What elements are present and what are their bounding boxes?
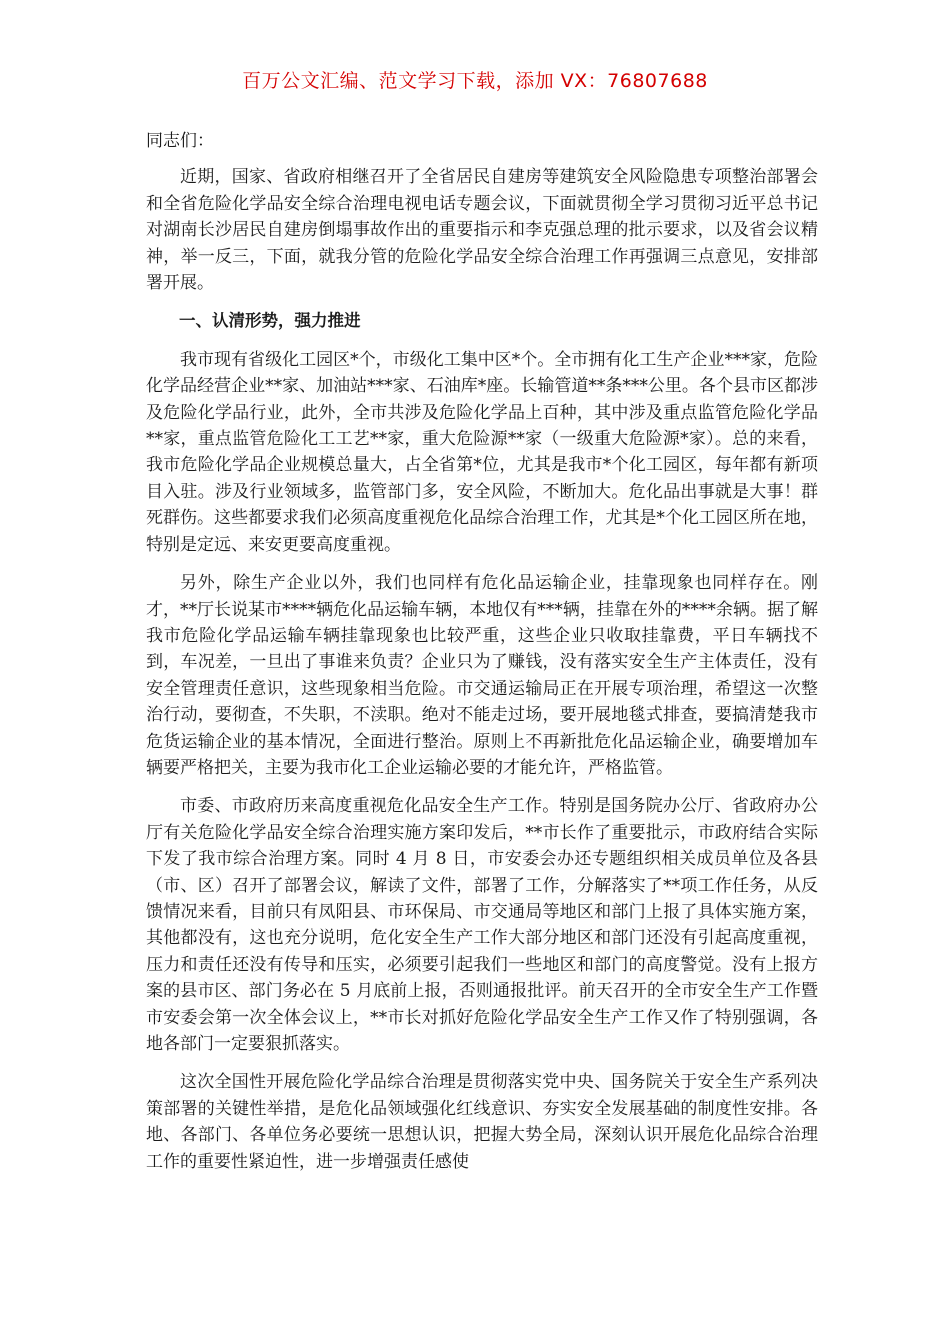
header-banner: 百万公文汇编、范文学习下载，添加 VX：76807688	[242, 70, 708, 92]
paragraph-intro: 近期，国家、省政府相继召开了全省居民自建房等建筑安全风险隐患专项整治部署会和全省危险化学品安全综合治理电视电话专题会议，下面就贯彻全学习贯彻习近平总书记对湖南长沙居民自建房倒塌事故作出的重要指示和李克强总理的批示要求，以及省会议精神，举一反三，下面，就我分管的危险化学品安全综合治理工作再强调三点意见，安排部署开展。	[146, 167, 818, 294]
salutation: 同志们：	[146, 131, 214, 151]
paragraph-transport: 另外，除生产企业以外，我们也同样有危化品运输企业，挂靠现象也同样存在。刚才，**厅长说某市****辆危化品运输车辆，本地仅有***辆，挂靠在外的****余辆。据了解我市危险化学品运输车辆挂靠现象也比较严重，这些企业只收取挂靠费，平日车辆找不到，车况差，一旦出了事谁来负责？企业只为了赚钱，没有落实安全生产主体责任，没有安全管理责任意识，这些现象相当危险。市交通运输局正在开展专项治理，希望这一次整治行动，要彻查，不失职，不渎职。绝对不能走过场，要开展地毯式排查，要搞清楚我市危货运输企业的基本情况，全面进行整治。原则上不再新批危化品运输企业，确要增加车辆要严格把关，主要为我市化工企业运输必要的才能允许，严格监管。	[146, 573, 818, 778]
paragraph-government: 市委、市政府历来高度重视危化品安全生产工作。特别是国务院办公厅、省政府办公厅有关危险化学品安全综合治理实施方案印发后，**市长作了重要批示，市政府结合实际下发了我市综合治理方案。同时 4 月 8 日，市安委会办还专题组织相关成员单位及各县（市、区）召开了部署会议，解读了文件，部署了工作，分解落实了**项工作任务，从反馈情况来看，目前只有凤阳县、市环保局、市交通局等地区和部门上报了具体实施方案，其他都没有，这也充分说明，危化安全生产工作大部分地区和部门还没有引起高度重视，压力和责任还没有传导和压实，必须要引起我们一些地区和部门的高度警觉。没有上报方案的县市区、部门务必在 5 月底前上报，否则通报批评。前天召开的全市安全生产工作暨市安委会第一次全体会议上，**市长对抓好危险化学品安全生产工作又作了特别强调，各地各部门一定要狠抓落实。	[146, 796, 818, 1054]
document-body	[146, 128, 818, 1187]
paragraph-situation: 我市现有省级化工园区*个，市级化工集中区*个。全市拥有化工生产企业***家，危险化学品经营企业**家、加油站***家、石油库*座。长输管道**条***公里。各个县市区都涉及危险化学品行业，此外，全市共涉及危险化学品上百种，其中涉及重点监管危险化学品**家，重点监管危险化工工艺**家，重大危险源**家（一级重大危险源*家）。总的来看，我市危险化学品企业规模总量大，占全省第*位，尤其是我市*个化工园区，每年都有新项目入驻。涉及行业领域多，监管部门多，安全风险，不断加大。危化品出事就是大事！群死群伤。这些都要求我们必须高度重视危化品综合治理工作，尤其是*个化工园区所在地，特别是定远、来安更要高度重视。	[146, 349, 818, 555]
section-heading-1: 一、认清形势，强力推进	[179, 311, 361, 331]
paragraph-national: 这次全国性开展危险化学品综合治理是贯彻落实党中央、国务院关于安全生产系列决策部署的关键性举措，是危化品领域强化红线意识、夯实安全发展基础的制度性安排。各地、各部门、各单位务必要统一思想认识，把握大势全局，深刻认识开展危化品综合治理工作的重要性紧迫性，进一步增强责任感使	[146, 1072, 818, 1172]
